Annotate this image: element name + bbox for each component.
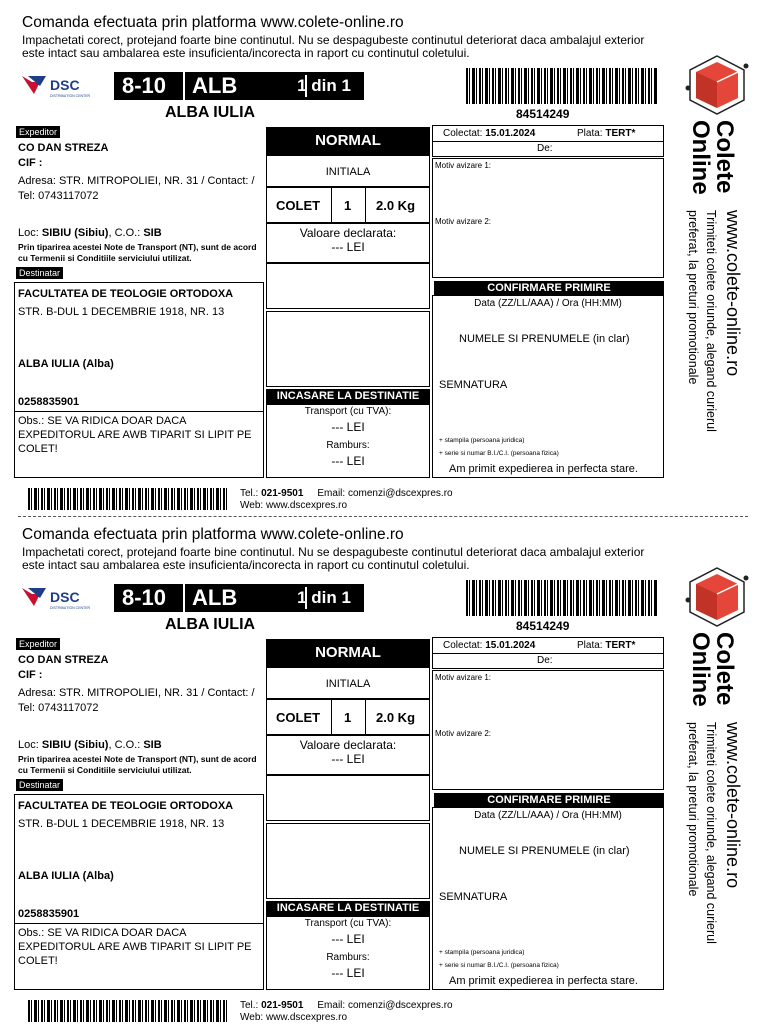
notice-reason-1: Motiv avizare 1:: [435, 673, 492, 682]
recipient-city: ALBA IULIA (Alba): [18, 870, 114, 882]
payment-type: Plata: TERT*: [577, 640, 636, 651]
dsc-logo-sub: DISTRIBUTION CENTER: [50, 94, 90, 98]
brand-line-2: Online: [687, 120, 714, 195]
header-note: Impachetati corect, protejand foarte bine continutul. Nu se despagubeste continutul deteriorat daca ambalajul exterior este intact sau ambalarea este insuficienta/incorecta in raport cu continutul coletului.: [22, 33, 645, 60]
sender-address: Adresa: STR. MITROPOLIEI, NR. 31 / Contact: / Tel: 0743117072: [18, 175, 255, 202]
recipient-phone: 0258835901: [18, 396, 80, 408]
service-type: NORMAL: [266, 127, 430, 155]
footer-contact: Tel.: 021-9501 Email: comenzi@dscexpres.ro Web: www.dscexpres.ro: [240, 1000, 453, 1023]
awb-barcode: [466, 68, 658, 104]
sender-location: Loc: SIBIU (Sibiu), C.O.: SIB: [18, 227, 162, 239]
footer-contact: Tel.: 021-9501 Email: comenzi@dscexpres.ro Web: www.dscexpres.ro: [240, 488, 453, 511]
footer-barcode: [28, 1000, 228, 1022]
route-box: [114, 72, 364, 100]
collected-date: Colectat: 15.01.2024: [443, 640, 536, 651]
cod-title: INCASARE LA DESTINATIE: [266, 389, 430, 404]
service-stage: INITIALA: [266, 667, 430, 699]
ramburs-label: Ramburs:: [326, 952, 370, 963]
service-stage: INITIALA: [266, 155, 430, 187]
destination-city: ALBA IULIA: [165, 104, 256, 121]
waybill-label-2: [0, 512, 768, 1024]
declared-value-box: [266, 735, 430, 775]
confirm-date: Data (ZZ/LL/AAA) / Ora (HH:MM): [474, 810, 622, 821]
transport-value: --- LEI: [331, 932, 365, 946]
notice-box: [432, 158, 664, 278]
sender-name: CO DAN STREZA: [18, 654, 109, 666]
empty-box-1: [266, 263, 430, 309]
sender-address: Adresa: STR. MITROPOLIEI, NR. 31 / Contact: / Tel: 0743117072: [18, 687, 255, 714]
ramburs-value: --- LEI: [331, 454, 365, 468]
confirm-id-note: + serie si numar B.I./C.I. (persoana fizica): [439, 450, 559, 457]
recipient-city: ALBA IULIA (Alba): [18, 358, 114, 370]
parcel-count: 1 din 1: [297, 588, 351, 607]
package-type: COLET: [276, 198, 321, 213]
brand-line-1: Colete: [711, 632, 738, 706]
confirm-box: [432, 295, 664, 478]
declared-value-box: [266, 223, 430, 263]
package-type: COLET: [276, 710, 321, 725]
route-city-code: ALB: [192, 73, 238, 98]
route-code: 8-10: [122, 73, 167, 98]
brand-tagline-1: Trimiteti colete oriunde, alegand curierul: [704, 722, 718, 944]
route-box: [114, 584, 364, 612]
package-count: 1: [344, 198, 352, 213]
sender-cif: CIF :: [18, 157, 43, 169]
header-title: Comanda efectuata prin platforma www.colete-online.ro: [22, 526, 404, 543]
confirm-stamp-note: + stampila (persoana juridica): [439, 949, 525, 956]
recipient-obs: Obs.: SE VA RIDICA DOAR DACA EXPEDITORUL ARE AWB TIPARIT SI LIPIT PE COLET!: [18, 927, 252, 967]
awb-number: 84514249: [516, 619, 570, 633]
empty-box-2: [266, 311, 430, 387]
confirm-name: NUMELE SI PRENUMELE (in clar): [459, 845, 630, 857]
transport-label: Transport (cu TVA):: [304, 406, 392, 417]
confirm-signature: SEMNATURA: [439, 379, 508, 391]
notice-box: [432, 670, 664, 790]
dsc-logo: [20, 72, 90, 98]
package-count: 1: [344, 710, 352, 725]
confirm-date: Data (ZZ/LL/AAA) / Ora (HH:MM): [474, 298, 622, 309]
brand-site: www.colete-online.ro: [723, 722, 743, 889]
ramburs-label: Ramburs:: [326, 440, 370, 451]
awb-barcode: [466, 580, 658, 616]
terms-note: Prin tiparirea acestei Note de Transport (NT), sunt de acord cu Termenii si Conditiile serviciului utilizat.: [18, 754, 257, 775]
terms-note: Prin tiparirea acestei Note de Transport (NT), sunt de acord cu Termenii si Conditiile serviciului utilizat.: [18, 242, 257, 263]
confirm-received: Am primit expedierea in perfecta stare.: [449, 463, 638, 475]
recipient-name: FACULTATEA DE TEOLOGIE ORTODOXA: [18, 800, 234, 812]
colete-online-logo-icon: [684, 52, 750, 118]
notice-reason-1: Motiv avizare 1:: [435, 161, 492, 170]
parcel-count: 1 din 1: [297, 76, 351, 95]
confirm-id-note: + serie si numar B.I./C.I. (persoana fizica): [439, 962, 559, 969]
header-title: Comanda efectuata prin platforma www.colete-online.ro: [22, 14, 404, 31]
package-weight: 2.0 Kg: [376, 198, 416, 213]
colete-online-brand: [678, 52, 758, 462]
recipient-name: FACULTATEA DE TEOLOGIE ORTODOXA: [18, 288, 234, 300]
confirm-signature: SEMNATURA: [439, 891, 508, 903]
recipient-tag: Destinatar: [16, 267, 63, 279]
dsc-logo-text: DSC: [50, 589, 80, 605]
ramburs-value: --- LEI: [331, 966, 365, 980]
header-note: Impachetati corect, protejand foarte bine continutul. Nu se despagubeste continutul deteriorat daca ambalajul exterior este intact sau ambalarea este insuficienta/incorecta in raport cu continutul coletului.: [22, 545, 645, 572]
cut-line: [18, 516, 748, 517]
pickup-box: [432, 125, 664, 157]
declared-value: --- LEI: [331, 752, 365, 766]
transport-value: --- LEI: [331, 420, 365, 434]
recipient-obs: Obs.: SE VA RIDICA DOAR DACA EXPEDITORUL ARE AWB TIPARIT SI LIPIT PE COLET!: [18, 415, 252, 455]
sender-cif: CIF :: [18, 669, 43, 681]
footer-barcode: [28, 488, 228, 510]
confirm-box: [432, 807, 664, 990]
cod-box: [266, 404, 430, 478]
route-city-code: ALB: [192, 585, 238, 610]
declared-label: Valoare declarata:: [299, 738, 397, 752]
brand-tagline-1: Trimiteti colete oriunde, alegand curierul: [704, 210, 718, 432]
colete-online-logo-icon: [684, 564, 750, 630]
empty-box-1: [266, 775, 430, 821]
pickup-box: [432, 637, 664, 669]
confirm-stamp-note: + stampila (persoana juridica): [439, 437, 525, 444]
sender-name: CO DAN STREZA: [18, 142, 109, 154]
package-row: [266, 187, 430, 223]
notice-reason-2: Motiv avizare 2:: [435, 729, 492, 738]
recipient-phone: 0258835901: [18, 908, 80, 920]
awb-number: 84514249: [516, 107, 570, 121]
brand-tagline-2: preferat, la preturi promotionale: [686, 210, 700, 385]
recipient-street: STR. B-DUL 1 DECEMBRIE 1918, NR. 13: [18, 306, 225, 318]
brand-line-1: Colete: [711, 120, 738, 194]
notice-reason-2: Motiv avizare 2:: [435, 217, 492, 226]
brand-tagline-2: preferat, la preturi promotionale: [686, 722, 700, 897]
package-row: [266, 699, 430, 735]
pickup-from: De:: [537, 655, 553, 666]
route-code: 8-10: [122, 585, 167, 610]
recipient-street: STR. B-DUL 1 DECEMBRIE 1918, NR. 13: [18, 818, 225, 830]
brand-line-2: Online: [687, 632, 714, 707]
confirm-title: CONFIRMARE PRIMIRE: [434, 281, 664, 295]
transport-label: Transport (cu TVA):: [304, 918, 392, 929]
brand-site: www.colete-online.ro: [723, 210, 743, 377]
sender-location: Loc: SIBIU (Sibiu), C.O.: SIB: [18, 739, 162, 751]
confirm-name: NUMELE SI PRENUMELE (in clar): [459, 333, 630, 345]
colete-online-brand: [678, 564, 758, 974]
confirm-received: Am primit expedierea in perfecta stare.: [449, 975, 638, 987]
empty-box-2: [266, 823, 430, 899]
declared-value: --- LEI: [331, 240, 365, 254]
package-weight: 2.0 Kg: [376, 710, 416, 725]
service-type: NORMAL: [266, 639, 430, 667]
payment-type: Plata: TERT*: [577, 128, 636, 139]
cod-box: [266, 916, 430, 990]
dsc-logo-sub: DISTRIBUTION CENTER: [50, 606, 90, 610]
sender-tag: Expeditor: [16, 126, 60, 138]
recipient-tag: Destinatar: [16, 779, 63, 791]
pickup-from: De:: [537, 143, 553, 154]
dsc-logo-text: DSC: [50, 77, 80, 93]
cod-title: INCASARE LA DESTINATIE: [266, 901, 430, 916]
collected-date: Colectat: 15.01.2024: [443, 128, 536, 139]
dsc-logo: [20, 584, 90, 610]
declared-label: Valoare declarata:: [299, 226, 397, 240]
destination-city: ALBA IULIA: [165, 616, 256, 633]
confirm-title: CONFIRMARE PRIMIRE: [434, 793, 664, 807]
sender-tag: Expeditor: [16, 638, 60, 650]
